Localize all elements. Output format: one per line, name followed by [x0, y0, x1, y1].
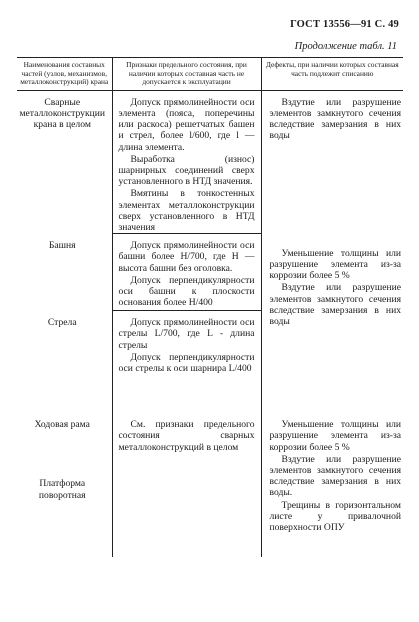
- defects-table: [17, 57, 403, 557]
- sign-text: Допуск прямолинейности оси элемента (пояса, поперечины или раскоса) решетчатых башен и стрел, более l/600, где l — длина элемента.: [118, 96, 255, 153]
- part-name: Платформа поворотная: [38, 478, 86, 501]
- sign-text: Допуск перпендикулярности оси башни к плоскости основания более H/400: [118, 274, 255, 309]
- part-name: Башня: [17, 234, 112, 311]
- defect-text: Трещины в горизонтальном листе у привалочной поверхности ОПУ: [269, 499, 401, 534]
- limit-state-signs: [112, 403, 261, 557]
- table-row: [17, 90, 403, 233]
- column-header-signs: Признаки предельного состояния, при наличии которых составная часть не допускается к эксплуатации: [112, 58, 261, 91]
- writeoff-defects: [261, 234, 403, 404]
- table-continuation-label: Продолжение табл. 11: [294, 41, 397, 52]
- part-name: Сварные металлоконструкции крана в целом: [17, 90, 112, 233]
- defect-text: Уменьшение толщины или разрушение элемента из-за коррозии более 5 %: [269, 419, 401, 453]
- sign-text: Допуск перпендикулярности оси стрелы к оси шарнира L/400: [118, 351, 255, 375]
- part-name: Ходовая рама: [34, 419, 90, 431]
- limit-state-signs: [112, 234, 261, 311]
- sign-text: Выработка (износ) шарнирных соединений сверх установленного в НТД значения.: [118, 153, 255, 188]
- defect-text: Вздутие или разрушение элементов замкнутого сечения вследствие замерзания в них воды: [269, 282, 401, 327]
- defect-text: Вздутие или разрушение элементов замкнутого сечения вследствие замерзания в них воды: [269, 96, 401, 142]
- writeoff-defects: [261, 403, 403, 557]
- document-header: ГОСТ 13556—91 С. 49: [290, 19, 399, 30]
- sign-text: Допуск прямолинейности оси стрелы L/700, где L - длина стрелы: [118, 317, 255, 351]
- sign-text: См. признаки предельного состояния сварных металлоконструкций в целом: [118, 419, 255, 453]
- column-header-defects: Дефекты, при наличии которых составная часть подлежит списанию: [261, 58, 403, 91]
- column-header-part: Наименования составных частей (узлов, механизмов, металлоконструкций) крана: [17, 58, 112, 91]
- limit-state-signs: [112, 90, 261, 233]
- table-header-row: [17, 58, 403, 91]
- table-row: [17, 403, 403, 557]
- limit-state-signs: [112, 311, 261, 404]
- writeoff-defects: [261, 90, 403, 233]
- sign-text: Допуск прямолинейности оси башни более H/700, где H — высота башни без оголовка.: [118, 240, 255, 274]
- part-name: Стрела: [17, 311, 112, 404]
- sign-text: Вмятины в тонкостенных элементах металлоконструкции сверх установленного в НТД значения: [118, 188, 255, 234]
- defect-text: Уменьшение толщины или разрушение элемента из-за коррозии более 5 %: [269, 247, 401, 282]
- part-name-group: [17, 403, 112, 557]
- table-row: [17, 234, 403, 311]
- defect-text: Вздутие или разрушение элементов замкнутого сечения вследствие замерзания в них воды.: [269, 453, 401, 499]
